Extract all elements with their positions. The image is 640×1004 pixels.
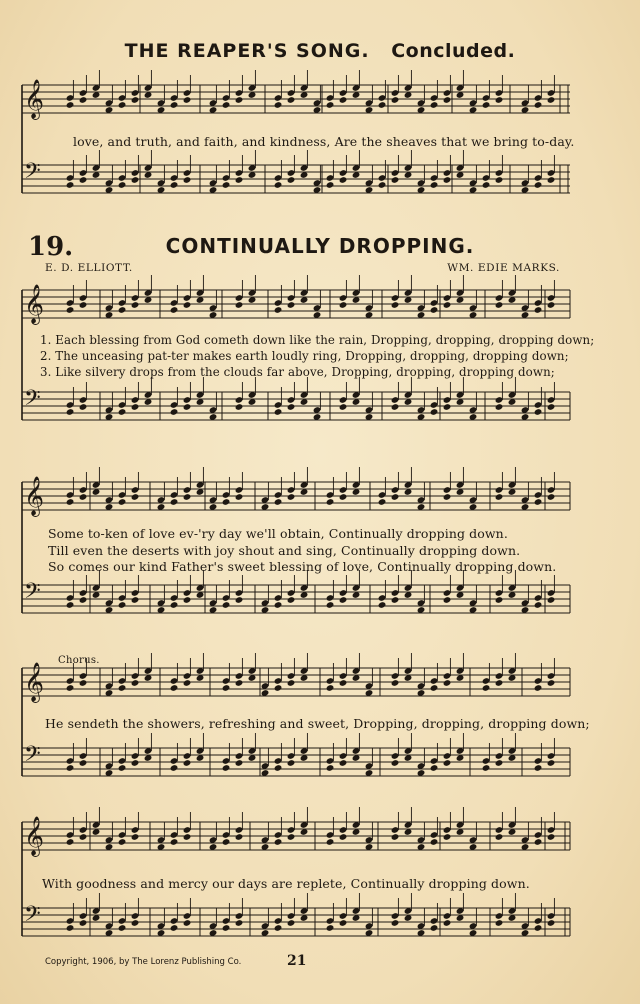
- note-head: [170, 838, 179, 846]
- note-head: [391, 96, 400, 104]
- note-head: [547, 96, 556, 104]
- note-head: [79, 919, 88, 927]
- chorus-line-2: With goodness and mercy our days are replete, Continually dropping down.: [42, 876, 530, 891]
- note-head: [534, 408, 543, 416]
- note-head: [495, 919, 504, 927]
- note-head: [482, 764, 491, 772]
- note-head: [131, 919, 140, 927]
- note-head: [326, 498, 335, 506]
- note-head: [131, 403, 140, 411]
- note-head: [183, 96, 192, 104]
- note-head: [170, 764, 179, 772]
- note-head: [170, 601, 179, 609]
- hymn-title: CONTINUALLY DROPPING.: [165, 234, 475, 258]
- note-head: [391, 403, 400, 411]
- note-head: [274, 924, 283, 932]
- note-head: [131, 679, 140, 687]
- note-head: [495, 833, 504, 841]
- treble-clef: 𝄞: [24, 79, 45, 119]
- note-head: [391, 176, 400, 184]
- note-head: [430, 181, 439, 189]
- note-head: [274, 498, 283, 506]
- note-head: [183, 919, 192, 927]
- note-head: [443, 176, 452, 184]
- note-head: [495, 679, 504, 687]
- verse-2-line-2: Till even the deserts with joy shout and sing, Continually dropping down.: [48, 543, 521, 558]
- note-head: [534, 764, 543, 772]
- note-head: [443, 96, 452, 104]
- note-head: [339, 403, 348, 411]
- note-head: [235, 596, 244, 604]
- note-head: [274, 684, 283, 692]
- hymn-number: 19.: [28, 232, 74, 262]
- note-head: [287, 596, 296, 604]
- note-head: [66, 306, 75, 314]
- composer-credit: WM. EDIE MARKS.: [447, 262, 560, 274]
- note-head: [430, 764, 439, 772]
- note-head: [534, 181, 543, 189]
- note-head: [378, 181, 387, 189]
- note-head: [287, 679, 296, 687]
- note-head: [170, 924, 179, 932]
- note-head: [66, 101, 75, 109]
- note-head: [118, 181, 127, 189]
- note-head: [79, 96, 88, 104]
- copyright-notice: Copyright, 1906, by The Lorenz Publishing Co.: [45, 957, 242, 967]
- note-head: [79, 833, 88, 841]
- note-head: [495, 96, 504, 104]
- bass-clef: 𝄢: [24, 902, 41, 932]
- note-head: [235, 919, 244, 927]
- note-head: [170, 408, 179, 416]
- note-head: [534, 924, 543, 932]
- note-head: [131, 493, 140, 501]
- note-head: [495, 403, 504, 411]
- note-head: [274, 838, 283, 846]
- note-head: [430, 684, 439, 692]
- note-head: [131, 96, 140, 104]
- note-head: [287, 301, 296, 309]
- note-head: [287, 96, 296, 104]
- note-head: [131, 596, 140, 604]
- note-head: [391, 759, 400, 767]
- note-head: [183, 403, 192, 411]
- note-head: [443, 833, 452, 841]
- note-head: [222, 924, 231, 932]
- note-head: [378, 498, 387, 506]
- note-head: [79, 493, 88, 501]
- note-head: [443, 493, 452, 501]
- note-head: [222, 498, 231, 506]
- note-head: [118, 498, 127, 506]
- note-head: [183, 759, 192, 767]
- note-head: [79, 759, 88, 767]
- note-head: [482, 101, 491, 109]
- note-head: [235, 493, 244, 501]
- note-head: [79, 679, 88, 687]
- note-head: [66, 924, 75, 932]
- prev-song-status: Concluded.: [391, 40, 516, 62]
- note-head: [222, 838, 231, 846]
- note-head: [339, 596, 348, 604]
- note-head: [66, 601, 75, 609]
- lyricist-credit: E. D. ELLIOTT.: [45, 262, 133, 274]
- note-head: [495, 301, 504, 309]
- verse-2-line-1: Some to-ken of love ev-'ry day we'll obtain, Continually dropping down.: [48, 526, 508, 541]
- note-head: [274, 181, 283, 189]
- note-head: [235, 403, 244, 411]
- bass-clef: 𝄢: [24, 742, 41, 772]
- note-head: [131, 759, 140, 767]
- note-head: [170, 306, 179, 314]
- note-head: [118, 684, 127, 692]
- note-head: [183, 493, 192, 501]
- note-head: [547, 919, 556, 927]
- note-head: [118, 764, 127, 772]
- note-head: [79, 403, 88, 411]
- note-head: [222, 764, 231, 772]
- note-head: [391, 919, 400, 927]
- treble-clef: 𝄞: [24, 476, 45, 516]
- note-head: [118, 101, 127, 109]
- note-head: [326, 101, 335, 109]
- note-head: [534, 838, 543, 846]
- note-head: [547, 176, 556, 184]
- note-head: [66, 838, 75, 846]
- note-head: [339, 96, 348, 104]
- note-head: [118, 924, 127, 932]
- note-head: [326, 924, 335, 932]
- note-head: [326, 601, 335, 609]
- note-head: [66, 181, 75, 189]
- note-head: [547, 833, 556, 841]
- note-head: [170, 101, 179, 109]
- note-head: [547, 493, 556, 501]
- treble-clef: 𝄞: [24, 662, 45, 702]
- note-head: [339, 919, 348, 927]
- note-head: [339, 679, 348, 687]
- note-head: [534, 306, 543, 314]
- note-head: [287, 833, 296, 841]
- note-head: [235, 96, 244, 104]
- note-head: [378, 601, 387, 609]
- note-head: [495, 176, 504, 184]
- note-head: [547, 596, 556, 604]
- note-head: [547, 679, 556, 687]
- note-head: [287, 403, 296, 411]
- note-head: [118, 838, 127, 846]
- bass-clef: 𝄢: [24, 159, 41, 189]
- treble-clef: 𝄞: [24, 284, 45, 324]
- bass-clef: 𝄢: [24, 386, 41, 416]
- note-head: [391, 301, 400, 309]
- note-head: [118, 601, 127, 609]
- note-head: [326, 181, 335, 189]
- note-head: [339, 759, 348, 767]
- note-head: [443, 403, 452, 411]
- note-head: [131, 176, 140, 184]
- note-head: [378, 101, 387, 109]
- note-head: [287, 176, 296, 184]
- bass-clef: 𝄢: [24, 579, 41, 609]
- note-head: [183, 301, 192, 309]
- note-head: [287, 919, 296, 927]
- note-head: [79, 301, 88, 309]
- verse-1-line-3: 3. Like silvery drops from the clouds far above, Dropping, dropping, dropping down;: [40, 365, 555, 379]
- note-head: [443, 759, 452, 767]
- verse-2-line-3: So comes our kind Father's sweet blessing of love, Continually dropping down.: [48, 559, 557, 574]
- note-head: [79, 176, 88, 184]
- note-head: [326, 764, 335, 772]
- note-head: [170, 684, 179, 692]
- note-head: [326, 684, 335, 692]
- note-head: [274, 306, 283, 314]
- note-head: [534, 601, 543, 609]
- note-head: [118, 306, 127, 314]
- note-head: [66, 684, 75, 692]
- note-head: [235, 301, 244, 309]
- note-head: [183, 176, 192, 184]
- verse-1-line-2: 2. The unceasing pat-ter makes earth loudly ring, Dropping, dropping, dropping down;: [40, 349, 569, 363]
- note-head: [339, 176, 348, 184]
- verse-1-line-1: 1. Each blessing from God cometh down like the rain, Dropping, dropping, dropping down;: [40, 333, 595, 347]
- note-head: [79, 596, 88, 604]
- note-head: [222, 101, 231, 109]
- note-head: [534, 684, 543, 692]
- note-head: [391, 833, 400, 841]
- note-head: [443, 919, 452, 927]
- note-head: [547, 759, 556, 767]
- note-head: [443, 679, 452, 687]
- note-head: [430, 924, 439, 932]
- note-head: [274, 764, 283, 772]
- note-head: [170, 498, 179, 506]
- chorus-line-1: He sendeth the showers, refreshing and sweet, Dropping, dropping, dropping down;: [45, 716, 590, 731]
- note-head: [547, 301, 556, 309]
- page-number: 21: [287, 953, 307, 969]
- note-head: [222, 181, 231, 189]
- note-head: [274, 408, 283, 416]
- note-head: [547, 403, 556, 411]
- note-head: [183, 679, 192, 687]
- note-head: [66, 408, 75, 416]
- note-head: [430, 101, 439, 109]
- note-head: [495, 493, 504, 501]
- note-head: [131, 833, 140, 841]
- note-head: [482, 684, 491, 692]
- note-head: [274, 601, 283, 609]
- note-head: [222, 601, 231, 609]
- staff-systems: [22, 79, 570, 936]
- note-head: [235, 176, 244, 184]
- note-head: [430, 408, 439, 416]
- note-head: [339, 833, 348, 841]
- treble-clef: 𝄞: [24, 816, 45, 856]
- note-head: [391, 679, 400, 687]
- note-head: [183, 596, 192, 604]
- note-head: [66, 498, 75, 506]
- note-head: [183, 833, 192, 841]
- note-head: [430, 838, 439, 846]
- note-head: [495, 596, 504, 604]
- note-head: [339, 301, 348, 309]
- note-head: [534, 101, 543, 109]
- note-head: [443, 301, 452, 309]
- note-head: [391, 596, 400, 604]
- note-head: [495, 759, 504, 767]
- note-head: [131, 301, 140, 309]
- note-head: [534, 498, 543, 506]
- note-head: [274, 101, 283, 109]
- note-head: [66, 764, 75, 772]
- note-head: [482, 181, 491, 189]
- note-head: [235, 833, 244, 841]
- prev-song-lyric: love, and truth, and faith, and kindness, Are the sheaves that we bring to-day.: [73, 134, 575, 149]
- prev-song-title: THE REAPER'S SONG.: [124, 40, 370, 62]
- note-head: [326, 838, 335, 846]
- note-head: [235, 679, 244, 687]
- note-head: [391, 493, 400, 501]
- note-head: [118, 408, 127, 416]
- note-head: [235, 759, 244, 767]
- note-head: [430, 306, 439, 314]
- note-head: [287, 759, 296, 767]
- note-head: [222, 684, 231, 692]
- note-head: [170, 181, 179, 189]
- note-head: [287, 493, 296, 501]
- chorus-label: Chorus.: [58, 655, 100, 666]
- note-head: [339, 493, 348, 501]
- note-head: [443, 596, 452, 604]
